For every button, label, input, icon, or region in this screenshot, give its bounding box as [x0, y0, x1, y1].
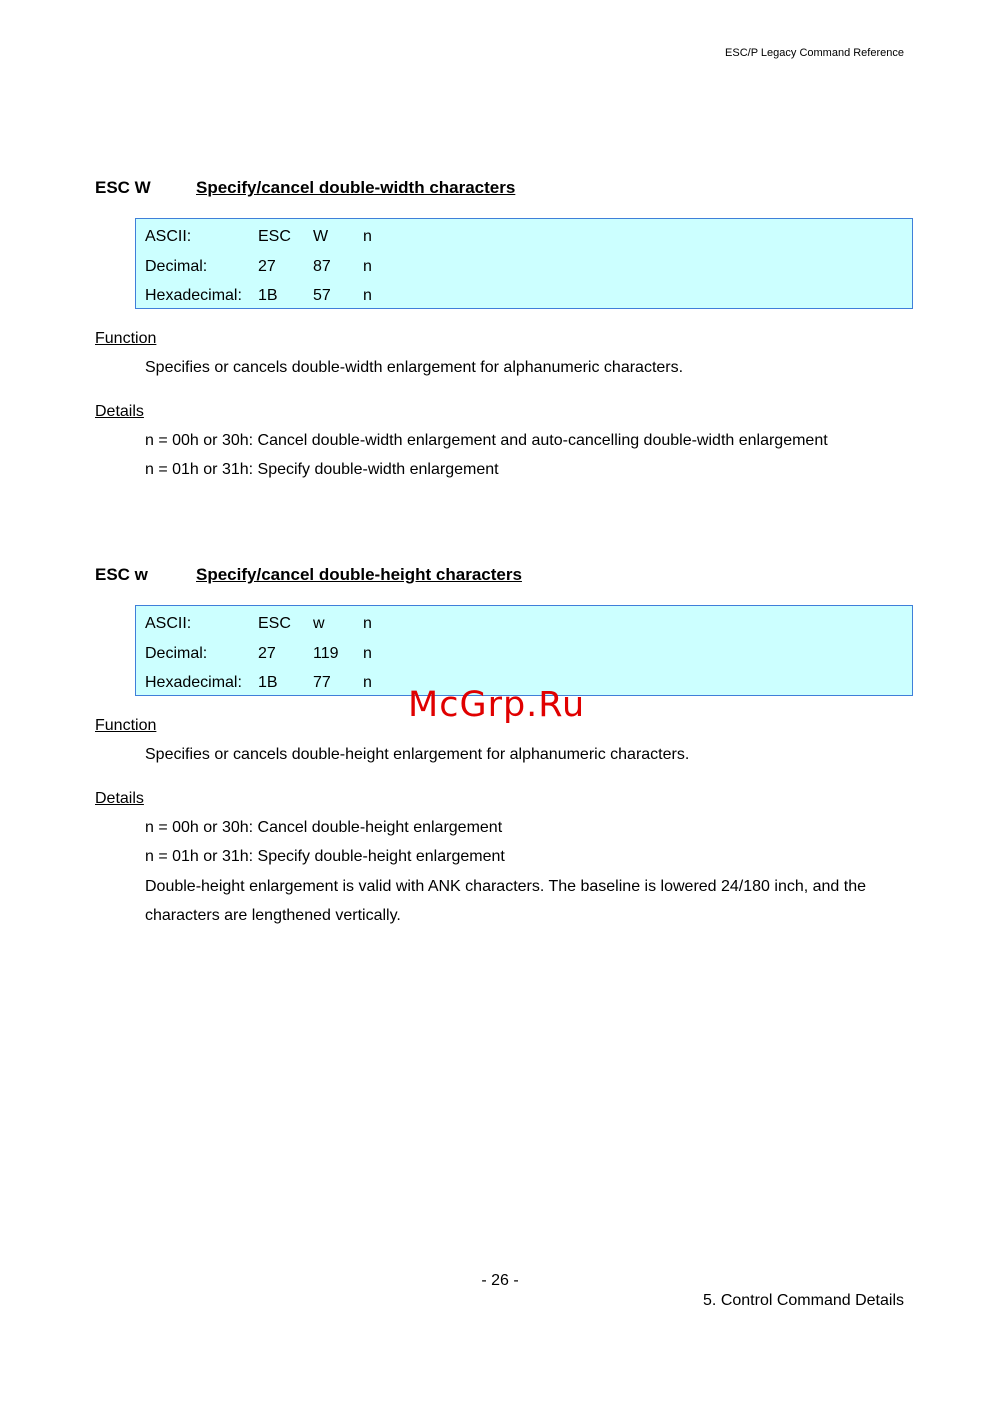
- code-value: n: [363, 228, 372, 245]
- code-row-hexadecimal: [136, 281, 912, 311]
- code-value: 27: [258, 257, 276, 275]
- page-header-title: ESC/P Legacy Command Reference: [725, 47, 904, 59]
- code-table: [135, 605, 913, 696]
- code-value: 1B: [258, 287, 278, 304]
- details-line: n = 01h or 31h: Specify double-width enlargement: [145, 461, 499, 478]
- code-row-ascii: [136, 222, 912, 252]
- command-name: ESC w: [95, 565, 148, 584]
- code-table: [135, 218, 913, 309]
- command-section-esc-w: [95, 563, 915, 931]
- details-line: characters are lengthened vertically.: [145, 907, 401, 924]
- command-title: Specify/cancel double-height characters: [196, 565, 522, 584]
- details-heading: Details: [95, 402, 144, 420]
- details-line: n = 01h or 31h: Specify double-height enlargement: [145, 848, 505, 865]
- code-value: 27: [258, 644, 276, 662]
- code-label: ASCII:: [145, 228, 192, 245]
- code-value: w: [313, 615, 325, 632]
- code-value: 77: [313, 674, 331, 691]
- code-value: n: [363, 257, 372, 275]
- code-value: 87: [313, 257, 331, 275]
- details-line: Double-height enlargement is valid with ANK characters. The baseline is lowered 24/180 inch, and the: [145, 877, 867, 895]
- function-heading: Function: [95, 717, 157, 734]
- command-title: Specify/cancel double-width characters: [196, 178, 516, 197]
- section-heading: [95, 176, 915, 200]
- code-label: ASCII:: [145, 615, 192, 632]
- code-value: 57: [313, 287, 331, 304]
- command-section-esc-W: [95, 176, 915, 485]
- code-value: n: [363, 287, 372, 304]
- function-heading: Function: [95, 330, 157, 347]
- function-text: Specifies or cancels double-height enlargement for alphanumeric characters.: [145, 746, 690, 763]
- section-heading: [95, 563, 915, 587]
- details-heading: Details: [95, 789, 144, 807]
- code-label: Decimal:: [145, 257, 208, 275]
- function-text: Specifies or cancels double-width enlargement for alphanumeric characters.: [145, 359, 684, 376]
- code-row-decimal: [136, 252, 912, 282]
- code-label: Decimal:: [145, 644, 208, 662]
- code-value: ESC: [258, 228, 291, 245]
- watermark-text: McGrp.Ru: [408, 685, 586, 725]
- code-value: ESC: [258, 615, 291, 632]
- code-value: n: [363, 674, 372, 691]
- code-row-ascii: [136, 609, 912, 639]
- code-label: Hexadecimal:: [145, 674, 242, 691]
- code-value: W: [313, 228, 329, 245]
- command-name: ESC W: [95, 178, 151, 197]
- details-line: n = 00h or 30h: Cancel double-width enlargement and auto-cancelling double-width enlargement: [145, 431, 828, 449]
- code-value: 119: [313, 644, 339, 662]
- code-value: 1B: [258, 674, 278, 691]
- page-number: - 26 -: [481, 1272, 519, 1289]
- code-value: n: [363, 644, 372, 662]
- details-line: n = 00h or 30h: Cancel double-height enlargement: [145, 818, 503, 836]
- footer-chapter-title: 5. Control Command Details: [703, 1292, 904, 1309]
- code-row-decimal: [136, 639, 912, 669]
- code-label: Hexadecimal:: [145, 287, 242, 304]
- code-value: n: [363, 615, 372, 632]
